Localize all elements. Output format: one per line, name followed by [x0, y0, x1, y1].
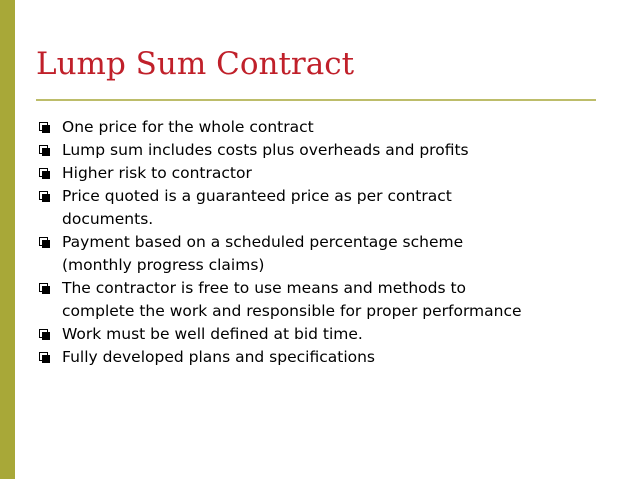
bullet-item — [38, 346, 618, 369]
bullet-text-line: (monthly progress claims) — [62, 256, 265, 274]
square-bullet-icon — [39, 122, 48, 131]
square-bullet-icon — [39, 237, 48, 246]
bullet-text-line: One price for the whole contract — [62, 118, 314, 136]
square-bullet-icon — [39, 329, 48, 338]
square-bullet-icon — [39, 145, 48, 154]
slide-title: Lump Sum Contract — [36, 46, 355, 82]
bullet-item — [38, 185, 618, 231]
bullet-text-line: documents. — [62, 210, 154, 228]
bullet-item — [38, 231, 618, 277]
bullet-text-line: Price quoted is a guaranteed price as per contract — [62, 187, 452, 205]
bullet-text-line: complete the work and responsible for proper performance — [62, 302, 522, 320]
bullet-text-line: The contractor is free to use means and methods to — [62, 279, 467, 297]
bullet-text-line: Payment based on a scheduled percentage scheme — [62, 233, 464, 251]
bullet-item — [38, 162, 618, 185]
bullet-item — [38, 139, 618, 162]
bullet-item — [38, 323, 618, 346]
left-accent-bar — [0, 0, 15, 479]
bullet-list — [38, 116, 618, 369]
bullet-item — [38, 116, 618, 139]
bullet-text-line: Fully developed plans and specifications — [62, 348, 376, 366]
bullet-item — [38, 277, 618, 323]
square-bullet-icon — [39, 352, 48, 361]
square-bullet-icon — [39, 191, 48, 200]
title-underline — [36, 99, 596, 101]
square-bullet-icon — [39, 168, 48, 177]
bullet-text-line: Lump sum includes costs plus overheads and profits — [62, 141, 469, 159]
bullet-text-line: Work must be well defined at bid time. — [62, 325, 363, 343]
square-bullet-icon — [39, 283, 48, 292]
bullet-text-line: Higher risk to contractor — [62, 164, 252, 182]
